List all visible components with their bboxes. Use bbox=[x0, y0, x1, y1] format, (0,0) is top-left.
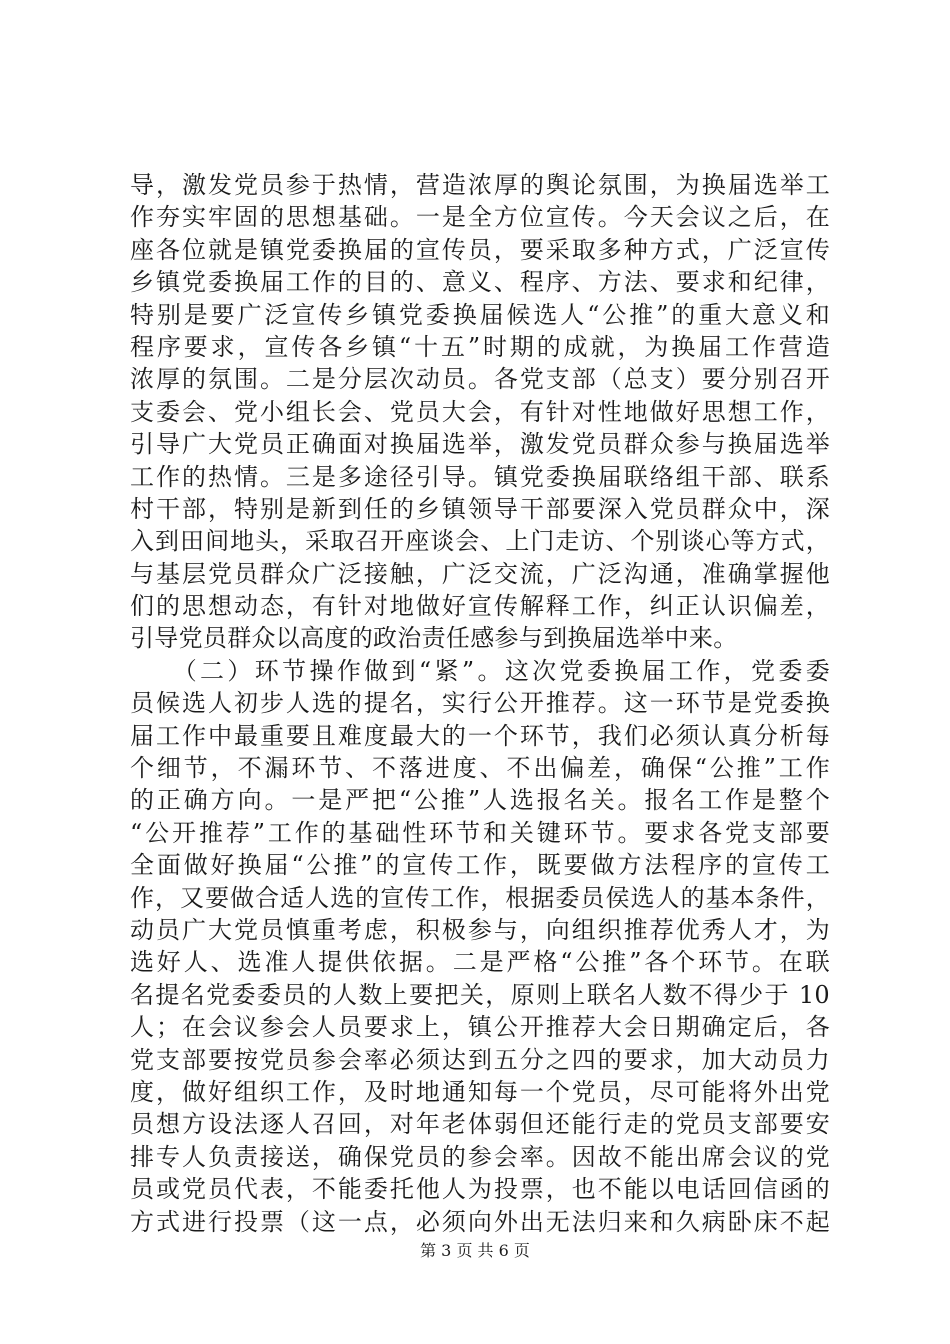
text-line-28: 党支部要按党员参会率必须达到五分之四的要求，加大动员力 bbox=[130, 1045, 830, 1074]
text-line-06: 程序要求，宣传各乡镇“十五”时期的成就，为换届工作营造 bbox=[130, 332, 830, 361]
text-line-19: 个细节，不漏环节、不落进度、不出偏差，确保“公推”工作 bbox=[130, 754, 830, 783]
text-line-22: 全面做好换届“公推”的宣传工作，既要做方法程序的宣传工 bbox=[130, 851, 830, 880]
page-footer: 第 3 页 共 6 页 bbox=[420, 1241, 530, 1260]
text-line-17: 员候选人初步人选的提名，实行公开推荐。这一环节是党委换 bbox=[130, 689, 830, 718]
text-line-09: 引导广大党员正确面对换届选举，激发党员群众参与换届选举 bbox=[130, 430, 830, 459]
text-line-29: 度，做好组织工作，及时地通知每一个党员，尽可能将外出党 bbox=[130, 1077, 830, 1106]
text-line-04: 乡镇党委换届工作的目的、意义、程序、方法、要求和纪律， bbox=[130, 268, 830, 297]
text-line-13: 与基层党员群众广泛接触，广泛交流，广泛沟通，准确掌握他 bbox=[130, 559, 830, 588]
text-line-08: 支委会、党小组长会、党员大会，有针对性地做好思想工作， bbox=[130, 397, 830, 426]
text-line-23: 作，又要做合适人选的宣传工作，根据委员侯选人的基本条件， bbox=[130, 883, 830, 912]
text-line-11: 村干部，特别是新到任的乡镇领导干部要深入党员群众中，深 bbox=[130, 494, 830, 523]
text-line-20: 的正确方向。一是严把“公推”人选报名关。报名工作是整个 bbox=[130, 786, 830, 815]
text-line-18: 届工作中最重要且难度最大的一个环节，我们必须认真分析每 bbox=[130, 721, 830, 750]
text-line-02: 作夯实牢固的思想基础。一是全方位宣传。今天会议之后，在 bbox=[130, 203, 830, 232]
text-line-07: 浓厚的氛围。二是分层次动员。各党支部（总支）要分别召开 bbox=[130, 365, 830, 394]
text-line-03: 座各位就是镇党委换届的宣传员，要采取多种方式，广泛宣传 bbox=[130, 235, 830, 264]
text-line-15: 引导党员群众以高度的政治责任感参与到换届选举中来。 bbox=[130, 624, 738, 653]
text-line-21: “公开推荐”工作的基础性环节和关键环节。要求各党支部要 bbox=[130, 818, 830, 847]
body-text bbox=[130, 169, 830, 1238]
text-line-32: 员或党员代表，不能委托他人为投票，也不能以电话回信函的 bbox=[130, 1175, 830, 1204]
text-line-33: 方式进行投票（这一点，必须向外出无法归来和久病卧床不起 bbox=[130, 1207, 830, 1236]
text-line-05: 特别是要广泛宣传乡镇党委换届候选人“公推”的重大意义和 bbox=[130, 300, 830, 329]
text-line-12: 入到田间地头，采取召开座谈会、上门走访、个别谈心等方式， bbox=[130, 527, 830, 556]
text-line-26: 名提名党委委员的人数上要把关，原则上联名人数不得少于 10 bbox=[130, 980, 830, 1009]
text-line-10: 工作的热情。三是多途径引导。镇党委换届联络组干部、联系 bbox=[130, 462, 830, 491]
text-line-14: 们的思想动态，有针对地做好宣传解释工作，纠正认识偏差， bbox=[130, 592, 830, 621]
text-line-01: 导，激发党员参于热情，营造浓厚的舆论氛围，为换届选举工 bbox=[130, 171, 830, 199]
text-line-16: （二）环节操作做到“紧”。这次党委换届工作，党委委 bbox=[130, 656, 830, 685]
text-line-25: 选好人、选准人提供依据。二是严格“公推”各个环节。在联 bbox=[130, 948, 830, 977]
text-line-24: 动员广大党员慎重考虑，积极参与，向组织推荐优秀人才，为 bbox=[130, 915, 830, 944]
text-line-31: 排专人负责接送，确保党员的参会率。因故不能出席会议的党 bbox=[130, 1142, 830, 1171]
text-line-30: 员想方设法逐人召回，对年老体弱但还能行走的党员支部要安 bbox=[130, 1110, 830, 1139]
text-line-27: 人；在会议参会人员要求上，镇公开推荐大会日期确定后，各 bbox=[130, 1013, 830, 1042]
